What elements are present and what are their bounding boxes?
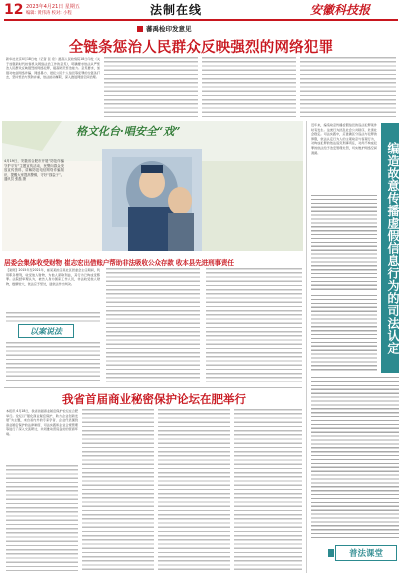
mid-body (6, 268, 302, 383)
section-divider (4, 387, 302, 388)
law-label-box (18, 324, 74, 338)
footer-label-marker-icon (328, 549, 334, 557)
mid-column-1-rest (6, 312, 100, 322)
lead-kicker: 蕃禹检印发意见 (146, 25, 192, 33)
kicker-marker-icon (137, 26, 143, 32)
sidebar-column-upper (311, 195, 377, 291)
sidebar-column-lower (311, 295, 377, 373)
mid-case-text: 【案例】2015年至2021年，崔某某担任某社区居委会主任期间，利用职务便利，收受他人财物，为他人谋取利益，其行为已构成受贿罪。法院经审理认为，被告人身为国家工作人员，非法收受他人财物，数额较大，依法应予惩处，遂依法作出判决。 (6, 268, 100, 286)
mid-column-1-bottom (6, 342, 100, 382)
page-number: 12 (4, 2, 24, 18)
editor-credits: 编辑: 黄伟涛 校对: 小程 (26, 11, 72, 16)
paper-name: 安徽科技报 (310, 3, 371, 17)
bottom-lead-text: 本报讯 4月18日，我省首届商业秘密保护论坛在合肥举行。论坛以“强化商业秘密保护，助力企业创新发展”为主题，来自省内外的专家学者、企业代表围绕商业秘密保护的法律制度、司法实践和企业合规管理等进行了深入交流研讨，共同推动营造良好的营商环境。 (6, 409, 78, 436)
bottom-column-2 (82, 409, 154, 571)
footer-label-text: 普法课堂 (348, 549, 383, 559)
sidebar-column-bottom (311, 377, 399, 539)
masthead (0, 0, 402, 22)
bottom-body (6, 409, 302, 571)
sidebar (306, 121, 400, 573)
poster-area (2, 121, 303, 251)
section-title: 法制在线 (150, 3, 203, 17)
sidebar-intro: 近年来，编造故意传播虚假信息的违法犯罪案件时有发生。这类行为扰乱社会公共秩序，危害社会稳定。司法实践中，应准确区分违法与犯罪的界限，依法认定行为人的主观故意与客观行为，对构成犯罪的依法追究刑事责任，对尚不构成犯罪的依法给予治安管理处罚，切实维护网络空间清朗。 (311, 123, 377, 155)
law-label-text: 以案说法 (30, 326, 62, 336)
issue-date: 2023年4月21日 星期五 (26, 4, 80, 10)
mid-column-2 (106, 268, 200, 382)
masthead-rule (4, 19, 398, 21)
sidebar-footer-label (335, 545, 397, 561)
mid-column-3 (206, 268, 302, 382)
bottom-headline: 我省首届商业秘密保护论坛在肥举行 (62, 392, 246, 406)
lead-intro: 新华社北京4月18日电（记者 张 泉）最高人民检察院18日印发《关于加强新时代检察机关网络法治工作的意见》，明确要求依法从严惩治人民群众反映强烈的网络犯罪，提高防范惩治能力。意见要求，加强对电信网络诈骗、网络暴力、侵犯公民个人信息等犯罪的全链条打击，坚持惩治与预防并重，依法能动履职，深入推进网络空间治理。 (6, 57, 100, 80)
bottom-column-1-rest (6, 465, 78, 571)
bottom-column-3 (158, 409, 230, 571)
poster-title: 格文化台·唱安全“戏” (76, 125, 181, 138)
sidebar-vertical-title: 编造故意传播虚假信息行为的司法认定 (381, 123, 399, 373)
lead-body (6, 57, 396, 117)
lead-headline: 全链条惩治人民群众反映强烈的网络犯罪 (68, 40, 334, 56)
lead-column-4 (300, 57, 396, 117)
bottom-column-4 (234, 409, 302, 571)
poster-caption: 4月19日，安徽省合肥市开展“防范诈骗 守护平安”主题宣传活动，民警向群众发放宣传资料，讲解防范电信网络诈骗知识，提醒大家提高警惕，守好“钱袋子”。 通讯员 张磊 摄 (4, 159, 64, 182)
lead-kicker-row (0, 24, 402, 36)
lead-column-2 (104, 57, 198, 117)
lead-column-3 (202, 57, 296, 117)
mid-headline: 居委会集体收受财物 崔志宏出借账户帮助非法吸收公众存款 收本县先进刑事责任 (4, 259, 234, 267)
